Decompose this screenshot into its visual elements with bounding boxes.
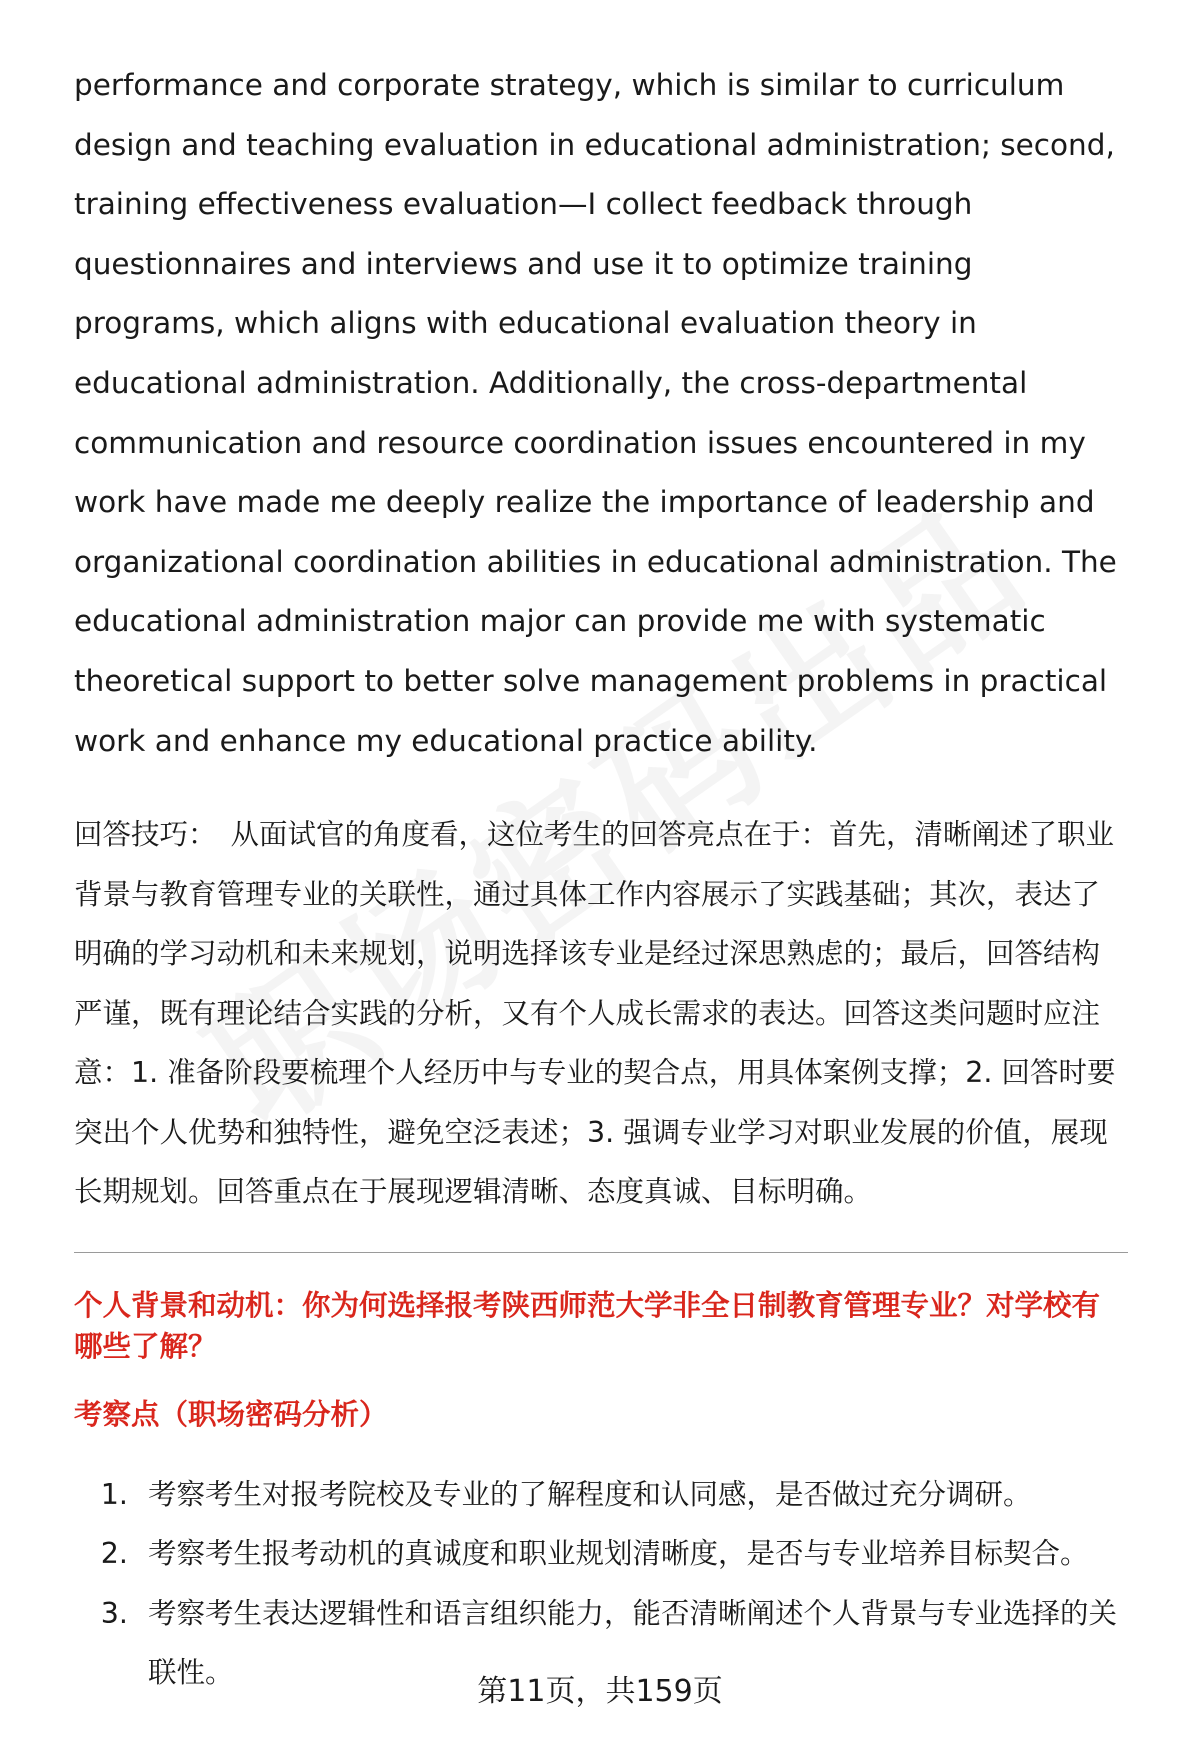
list-item-text: 考察考生报考动机的真诚度和职业规划清晰度，是否与专业培养目标契合。 bbox=[148, 1537, 1089, 1571]
list-item-text: 考察考生表达逻辑性和语言组织能力，能否清晰阐述个人背景与专业选择的关联性。 bbox=[148, 1596, 1118, 1690]
list-item-text: 考察考生对报考院校及专业的了解程度和认同感，是否做过充分调研。 bbox=[148, 1477, 1032, 1511]
page-number-footer: 第11页，共159页 bbox=[477, 1674, 723, 1709]
question-heading: 个人背景和动机：你为何选择报考陕西师范大学非全日制教育管理专业？对学校有哪些了解？ bbox=[74, 1288, 1101, 1363]
answer-tip-text: 从面试官的角度看，这位考生的回答亮点在于：首先，清晰阐述了职业背景与教育管理专业的关联性，通过具体工作内容展示了实践基础；其次，表达了明确的学习动机和未来规划，说明选择该专业是经过深思熟虑的；最后，回答结构严谨，既有理论结合实践的分析，又有个人成长需求的表达。回答这类问题时应注意：1. 准备阶段要梳理个人经历中与专业的契合点，用具体案例支撑；2. 回答时要突出个人优势和独特性，避免空泛表述；3. 强调专业学习对职业发展的价值，展现长期规划。回答重点在于展现逻辑清晰、态度真诚、目标明确。 bbox=[74, 818, 1116, 1209]
list-item bbox=[74, 1524, 1128, 1584]
list-item-number: 2. bbox=[100, 1537, 128, 1571]
section-divider bbox=[74, 1252, 1128, 1253]
assessment-subheading: 考察点（职场密码分析） bbox=[74, 1397, 388, 1431]
answer-tip bbox=[74, 805, 1128, 1222]
list-item-number: 3. bbox=[100, 1596, 128, 1630]
assessment-point-list bbox=[74, 1465, 1128, 1703]
list-item bbox=[74, 1465, 1128, 1525]
answer-paragraph: performance and corporate strategy, which is similar to curriculum design and teaching evaluation in educational administration; second, training effectiveness evaluation—I collect feedback through questionnaires and interviews and use it to optimize training programs, which aligns with educational evaluation theory in educational administration. Additionally, the cross-departmental communication and resource coordination issues encountered in my work have made me deeply realize the importance of leadership and organizational coordination abilities in educational administration. The educational administration major can provide me with systematic theoretical support to better solve management problems in practical work and enhance my educational practice ability. bbox=[74, 68, 1117, 758]
list-item-number: 1. bbox=[100, 1477, 128, 1511]
answer-tip-label: 回答技巧： bbox=[74, 818, 217, 852]
